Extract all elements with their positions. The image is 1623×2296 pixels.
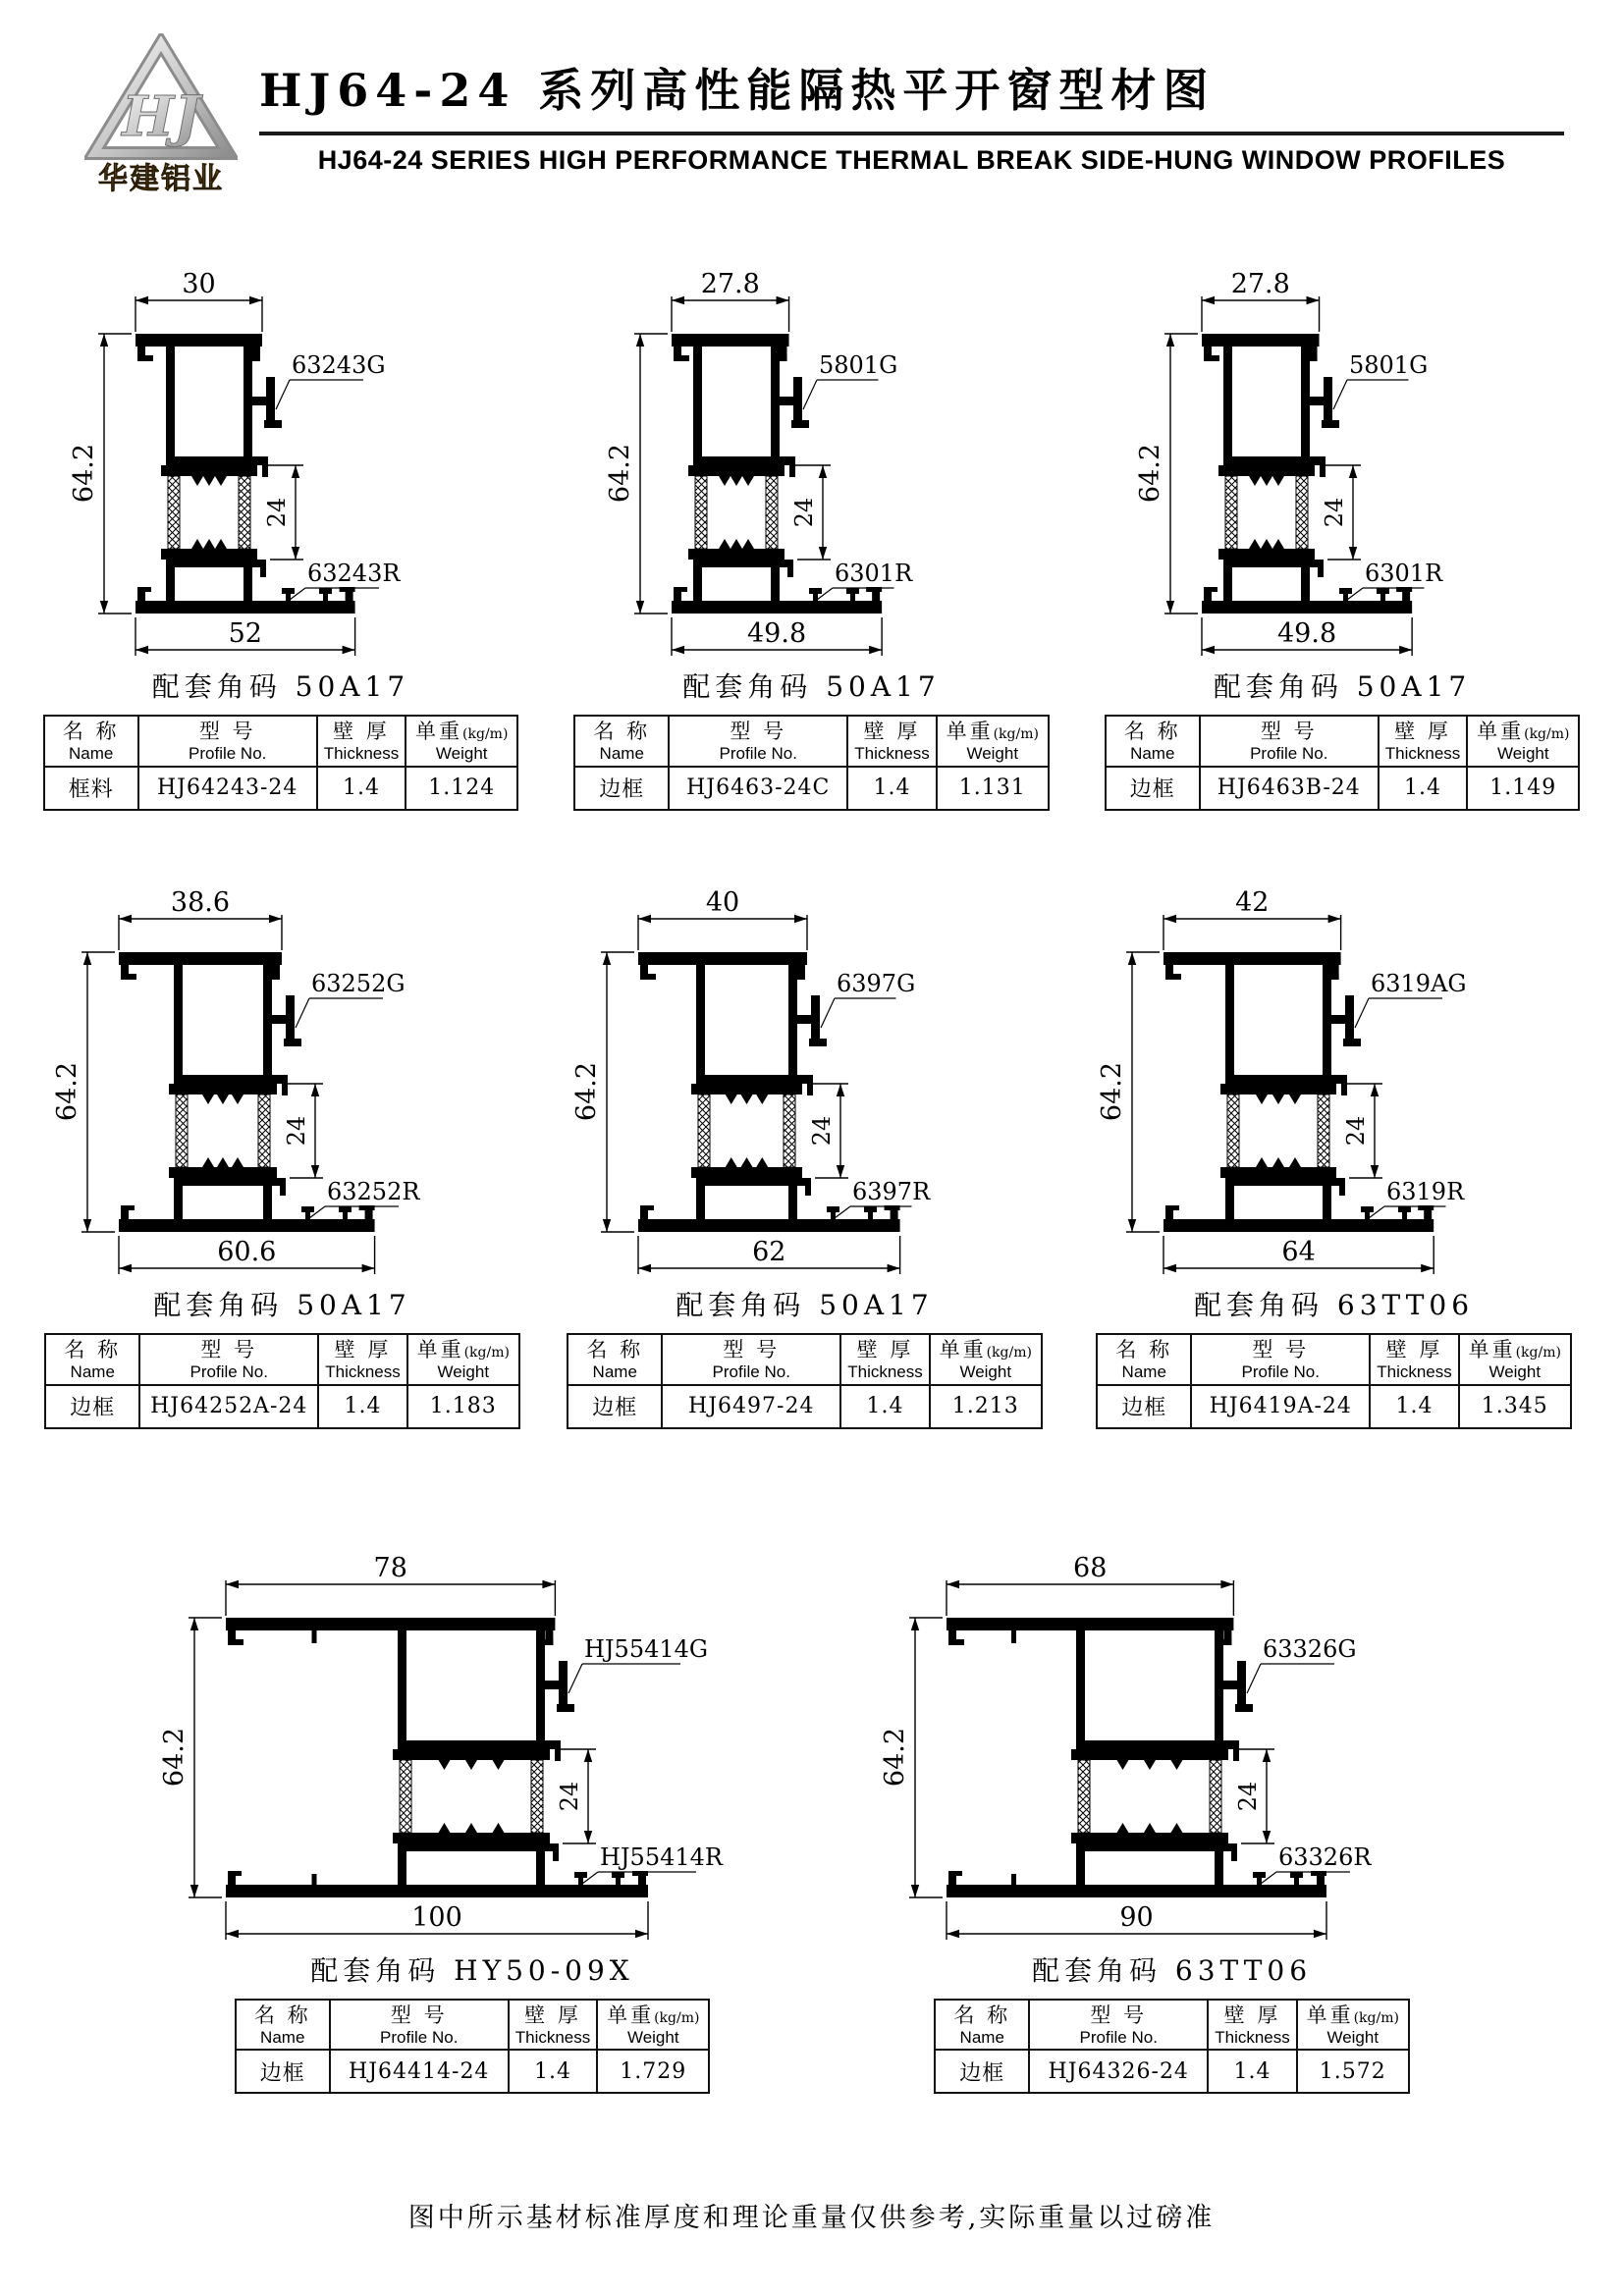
- footer-disclaimer: 图中所示基材标准厚度和理论重量仅供参考,实际重量以过磅准: [407, 2203, 1216, 2234]
- cell-name: 边框: [236, 2050, 330, 2093]
- rail-part-label: 6319R: [1386, 1177, 1465, 1205]
- bottom-width-dimension: 60.6: [217, 1236, 277, 1267]
- col-header-thickness: 壁 厚 Thickness: [509, 2000, 598, 2051]
- corner-code-caption: 配套角码 50A17: [1213, 670, 1472, 703]
- cell-weight: 1.131: [937, 767, 1049, 810]
- cell-thickness: 1.4: [318, 1385, 407, 1428]
- bottom-width-dimension: 49.8: [1277, 618, 1337, 649]
- corner-code-caption: 配套角码 HY50-09X: [310, 1953, 634, 1987]
- insulation-width-dimension: 24: [556, 1781, 583, 1811]
- logo-monogram: HJ: [122, 84, 200, 149]
- col-header-profile-no: 型 号 Profile No.: [662, 1334, 840, 1385]
- profile-cross-section-drawing: [1125, 247, 1559, 664]
- sheet-title-english: HJ64-24 SERIES HIGH PERFORMANCE THERMAL BREAK SIDE-HUNG WINDOW PROFILES: [317, 145, 1506, 175]
- profile-row-2: [0, 866, 1623, 1429]
- col-header-weight: 单重(kg/m) Weight: [1459, 1334, 1571, 1385]
- glazing-bead-label: 5801G: [818, 351, 897, 379]
- bottom-width-dimension: 90: [1119, 1901, 1154, 1933]
- col-header-thickness: 壁 厚 Thickness: [317, 716, 406, 767]
- cell-profile-no: HJ64326-24: [1029, 2050, 1208, 2093]
- cell-profile-no: HJ64252A-24: [139, 1385, 318, 1428]
- logo-company-name: 华建铝业: [98, 162, 224, 196]
- col-header-weight: 单重(kg/m) Weight: [406, 716, 517, 767]
- profile-spec-table: [573, 715, 1050, 811]
- cell-weight: 1.729: [597, 2050, 709, 2093]
- profile-cross-section-drawing: [149, 1531, 795, 1948]
- col-header-weight: 单重(kg/m) Weight: [1467, 716, 1579, 767]
- top-width-dimension: 68: [1073, 1552, 1108, 1583]
- col-header-weight: 单重(kg/m) Weight: [930, 1334, 1042, 1385]
- insulation-width-dimension: 24: [262, 497, 291, 528]
- title-block: [259, 33, 1564, 176]
- cell-name: 边框: [45, 1385, 139, 1428]
- rail-part-label: 63243R: [306, 560, 401, 587]
- rail-part-label: 63252R: [327, 1177, 420, 1205]
- col-header-profile-no: 型 号 Profile No.: [669, 716, 847, 767]
- cell-thickness: 1.4: [509, 2050, 598, 2093]
- profile-card-1: [43, 247, 519, 811]
- profile-spec-table: [1105, 715, 1581, 811]
- corner-code-caption: 配套角码 50A17: [682, 670, 941, 703]
- col-header-name: 名 称 Name: [1097, 1334, 1191, 1385]
- height-dimension: 64.2: [1097, 1061, 1127, 1121]
- corner-code-caption: 配套角码 50A17: [153, 1288, 411, 1321]
- glazing-bead-label: 63243G: [291, 351, 386, 379]
- company-logo: [84, 33, 238, 202]
- col-header-name: 名 称 Name: [574, 716, 669, 767]
- glazing-bead-label: HJ55414G: [584, 1634, 709, 1663]
- col-header-profile-no: 型 号 Profile No.: [1191, 1334, 1370, 1385]
- cell-thickness: 1.4: [840, 1385, 930, 1428]
- insulation-width-dimension: 24: [1234, 1781, 1262, 1811]
- cell-profile-no: HJ6463B-24: [1200, 767, 1379, 810]
- col-header-thickness: 壁 厚 Thickness: [847, 716, 937, 767]
- col-header-profile-no: 型 号 Profile No.: [330, 2000, 509, 2051]
- profile-spec-table: [934, 1999, 1410, 2095]
- cell-name: 框料: [44, 767, 138, 810]
- col-header-thickness: 壁 厚 Thickness: [1370, 1334, 1459, 1385]
- height-dimension: 64.2: [1135, 443, 1166, 504]
- cell-name: 边框: [1097, 1385, 1191, 1428]
- sheet-title-chinese: HJ64-24 系列高性能隔热平开窗型材图: [259, 64, 1216, 117]
- bottom-width-dimension: 52: [228, 618, 262, 649]
- glazing-bead-label: 5801G: [1349, 351, 1429, 379]
- cell-thickness: 1.4: [1208, 2050, 1297, 2093]
- height-dimension: 64.2: [159, 1727, 189, 1787]
- profile-cross-section-drawing: [562, 866, 1048, 1282]
- cell-profile-no: HJ6463-24C: [669, 767, 847, 810]
- glazing-bead-label: 6397G: [837, 969, 916, 997]
- col-header-profile-no: 型 号 Profile No.: [138, 716, 317, 767]
- sheet-header: [0, 0, 1623, 202]
- cell-name: 边框: [935, 2050, 1029, 2093]
- profile-spec-table: [44, 1333, 520, 1429]
- profile-spec-table: [235, 1999, 711, 2095]
- title-underline: [259, 132, 1564, 135]
- col-header-name: 名 称 Name: [45, 1334, 139, 1385]
- profile-spec-table: [567, 1333, 1043, 1429]
- col-header-thickness: 壁 厚 Thickness: [318, 1334, 407, 1385]
- col-header-name: 名 称 Name: [935, 2000, 1029, 2051]
- glazing-bead-label: 63326G: [1263, 1634, 1357, 1663]
- bottom-width-dimension: 64: [1281, 1236, 1316, 1267]
- profile-row-1: [0, 247, 1623, 811]
- cell-name: 边框: [568, 1385, 662, 1428]
- height-dimension: 64.2: [68, 443, 99, 504]
- profile-card-5: [562, 866, 1048, 1429]
- col-header-weight: 单重(kg/m) Weight: [1297, 2000, 1409, 2051]
- profile-spec-table: [43, 715, 519, 811]
- cell-weight: 1.572: [1297, 2050, 1409, 2093]
- profile-card-3: [1105, 247, 1581, 811]
- rail-part-label: 6301R: [1365, 560, 1443, 587]
- profile-card-7: [149, 1531, 795, 2095]
- cell-weight: 1.213: [930, 1385, 1042, 1428]
- cell-thickness: 1.4: [1370, 1385, 1459, 1428]
- top-width-dimension: 27.8: [1230, 269, 1290, 299]
- corner-code-caption: 配套角码 63TT06: [1031, 1953, 1313, 1987]
- bottom-width-dimension: 49.8: [746, 618, 806, 649]
- cell-profile-no: HJ6419A-24: [1191, 1385, 1370, 1428]
- cell-name: 边框: [574, 767, 669, 810]
- cell-profile-no: HJ64243-24: [138, 767, 317, 810]
- profile-cross-section-drawing: [1087, 866, 1581, 1282]
- profile-card-4: [42, 866, 522, 1429]
- insulation-width-dimension: 24: [1321, 497, 1349, 528]
- col-header-name: 名 称 Name: [568, 1334, 662, 1385]
- rail-part-label: 63326R: [1278, 1842, 1372, 1871]
- corner-code-caption: 配套角码 50A17: [676, 1288, 934, 1321]
- col-header-profile-no: 型 号 Profile No.: [1200, 716, 1379, 767]
- profile-cross-section-drawing: [870, 1531, 1474, 1948]
- cell-thickness: 1.4: [847, 767, 937, 810]
- profile-row-3: [0, 1531, 1623, 2095]
- cell-weight: 1.345: [1459, 1385, 1571, 1428]
- col-header-name: 名 称 Name: [1106, 716, 1200, 767]
- insulation-width-dimension: 24: [808, 1115, 836, 1147]
- cell-thickness: 1.4: [317, 767, 406, 810]
- col-header-profile-no: 型 号 Profile No.: [1029, 2000, 1208, 2051]
- insulation-width-dimension: 24: [283, 1115, 310, 1147]
- corner-code-caption: 配套角码 63TT06: [1193, 1288, 1475, 1321]
- rail-part-label: 6301R: [834, 560, 912, 587]
- insulation-width-dimension: 24: [1342, 1115, 1370, 1147]
- col-header-name: 名 称 Name: [44, 716, 138, 767]
- col-header-weight: 单重(kg/m) Weight: [937, 716, 1049, 767]
- company-logo-mark: [84, 33, 238, 198]
- cell-weight: 1.149: [1467, 767, 1579, 810]
- rail-part-label: 6397R: [852, 1177, 931, 1205]
- glazing-bead-label: 6319AG: [1371, 969, 1467, 997]
- cell-weight: 1.124: [406, 767, 517, 810]
- bottom-width-dimension: 62: [752, 1236, 786, 1267]
- corner-code-caption: 配套角码 50A17: [151, 670, 410, 703]
- profile-cross-section-drawing: [595, 247, 1029, 664]
- profile-card-8: [870, 1531, 1474, 2095]
- top-width-dimension: 30: [182, 269, 216, 299]
- height-dimension: 64.2: [604, 443, 635, 504]
- height-dimension: 64.2: [880, 1727, 910, 1787]
- height-dimension: 64.2: [52, 1061, 82, 1121]
- profile-cross-section-drawing: [59, 247, 503, 664]
- cell-weight: 1.183: [407, 1385, 519, 1428]
- col-header-thickness: 壁 厚 Thickness: [1379, 716, 1468, 767]
- col-header-name: 名 称 Name: [236, 2000, 330, 2051]
- cell-thickness: 1.4: [1379, 767, 1468, 810]
- col-header-weight: 单重(kg/m) Weight: [597, 2000, 709, 2051]
- col-header-weight: 单重(kg/m) Weight: [407, 1334, 519, 1385]
- profile-spec-table: [1096, 1333, 1572, 1429]
- profile-card-2: [573, 247, 1050, 811]
- rail-part-label: HJ55414R: [600, 1842, 723, 1871]
- top-width-dimension: 38.6: [170, 886, 231, 918]
- cell-name: 边框: [1106, 767, 1200, 810]
- cell-profile-no: HJ64414-24: [330, 2050, 509, 2093]
- insulation-width-dimension: 24: [789, 497, 818, 528]
- col-header-thickness: 壁 厚 Thickness: [1208, 2000, 1297, 2051]
- bottom-width-dimension: 100: [411, 1901, 462, 1933]
- top-width-dimension: 40: [705, 886, 740, 918]
- col-header-profile-no: 型 号 Profile No.: [139, 1334, 318, 1385]
- cell-profile-no: HJ6497-24: [662, 1385, 840, 1428]
- col-header-thickness: 壁 厚 Thickness: [840, 1334, 930, 1385]
- profile-card-6: [1087, 866, 1581, 1429]
- height-dimension: 64.2: [571, 1061, 602, 1121]
- top-width-dimension: 78: [373, 1552, 407, 1583]
- glazing-bead-label: 63252G: [311, 969, 406, 997]
- top-width-dimension: 27.8: [700, 269, 760, 299]
- top-width-dimension: 42: [1235, 886, 1270, 918]
- profile-cross-section-drawing: [42, 866, 522, 1282]
